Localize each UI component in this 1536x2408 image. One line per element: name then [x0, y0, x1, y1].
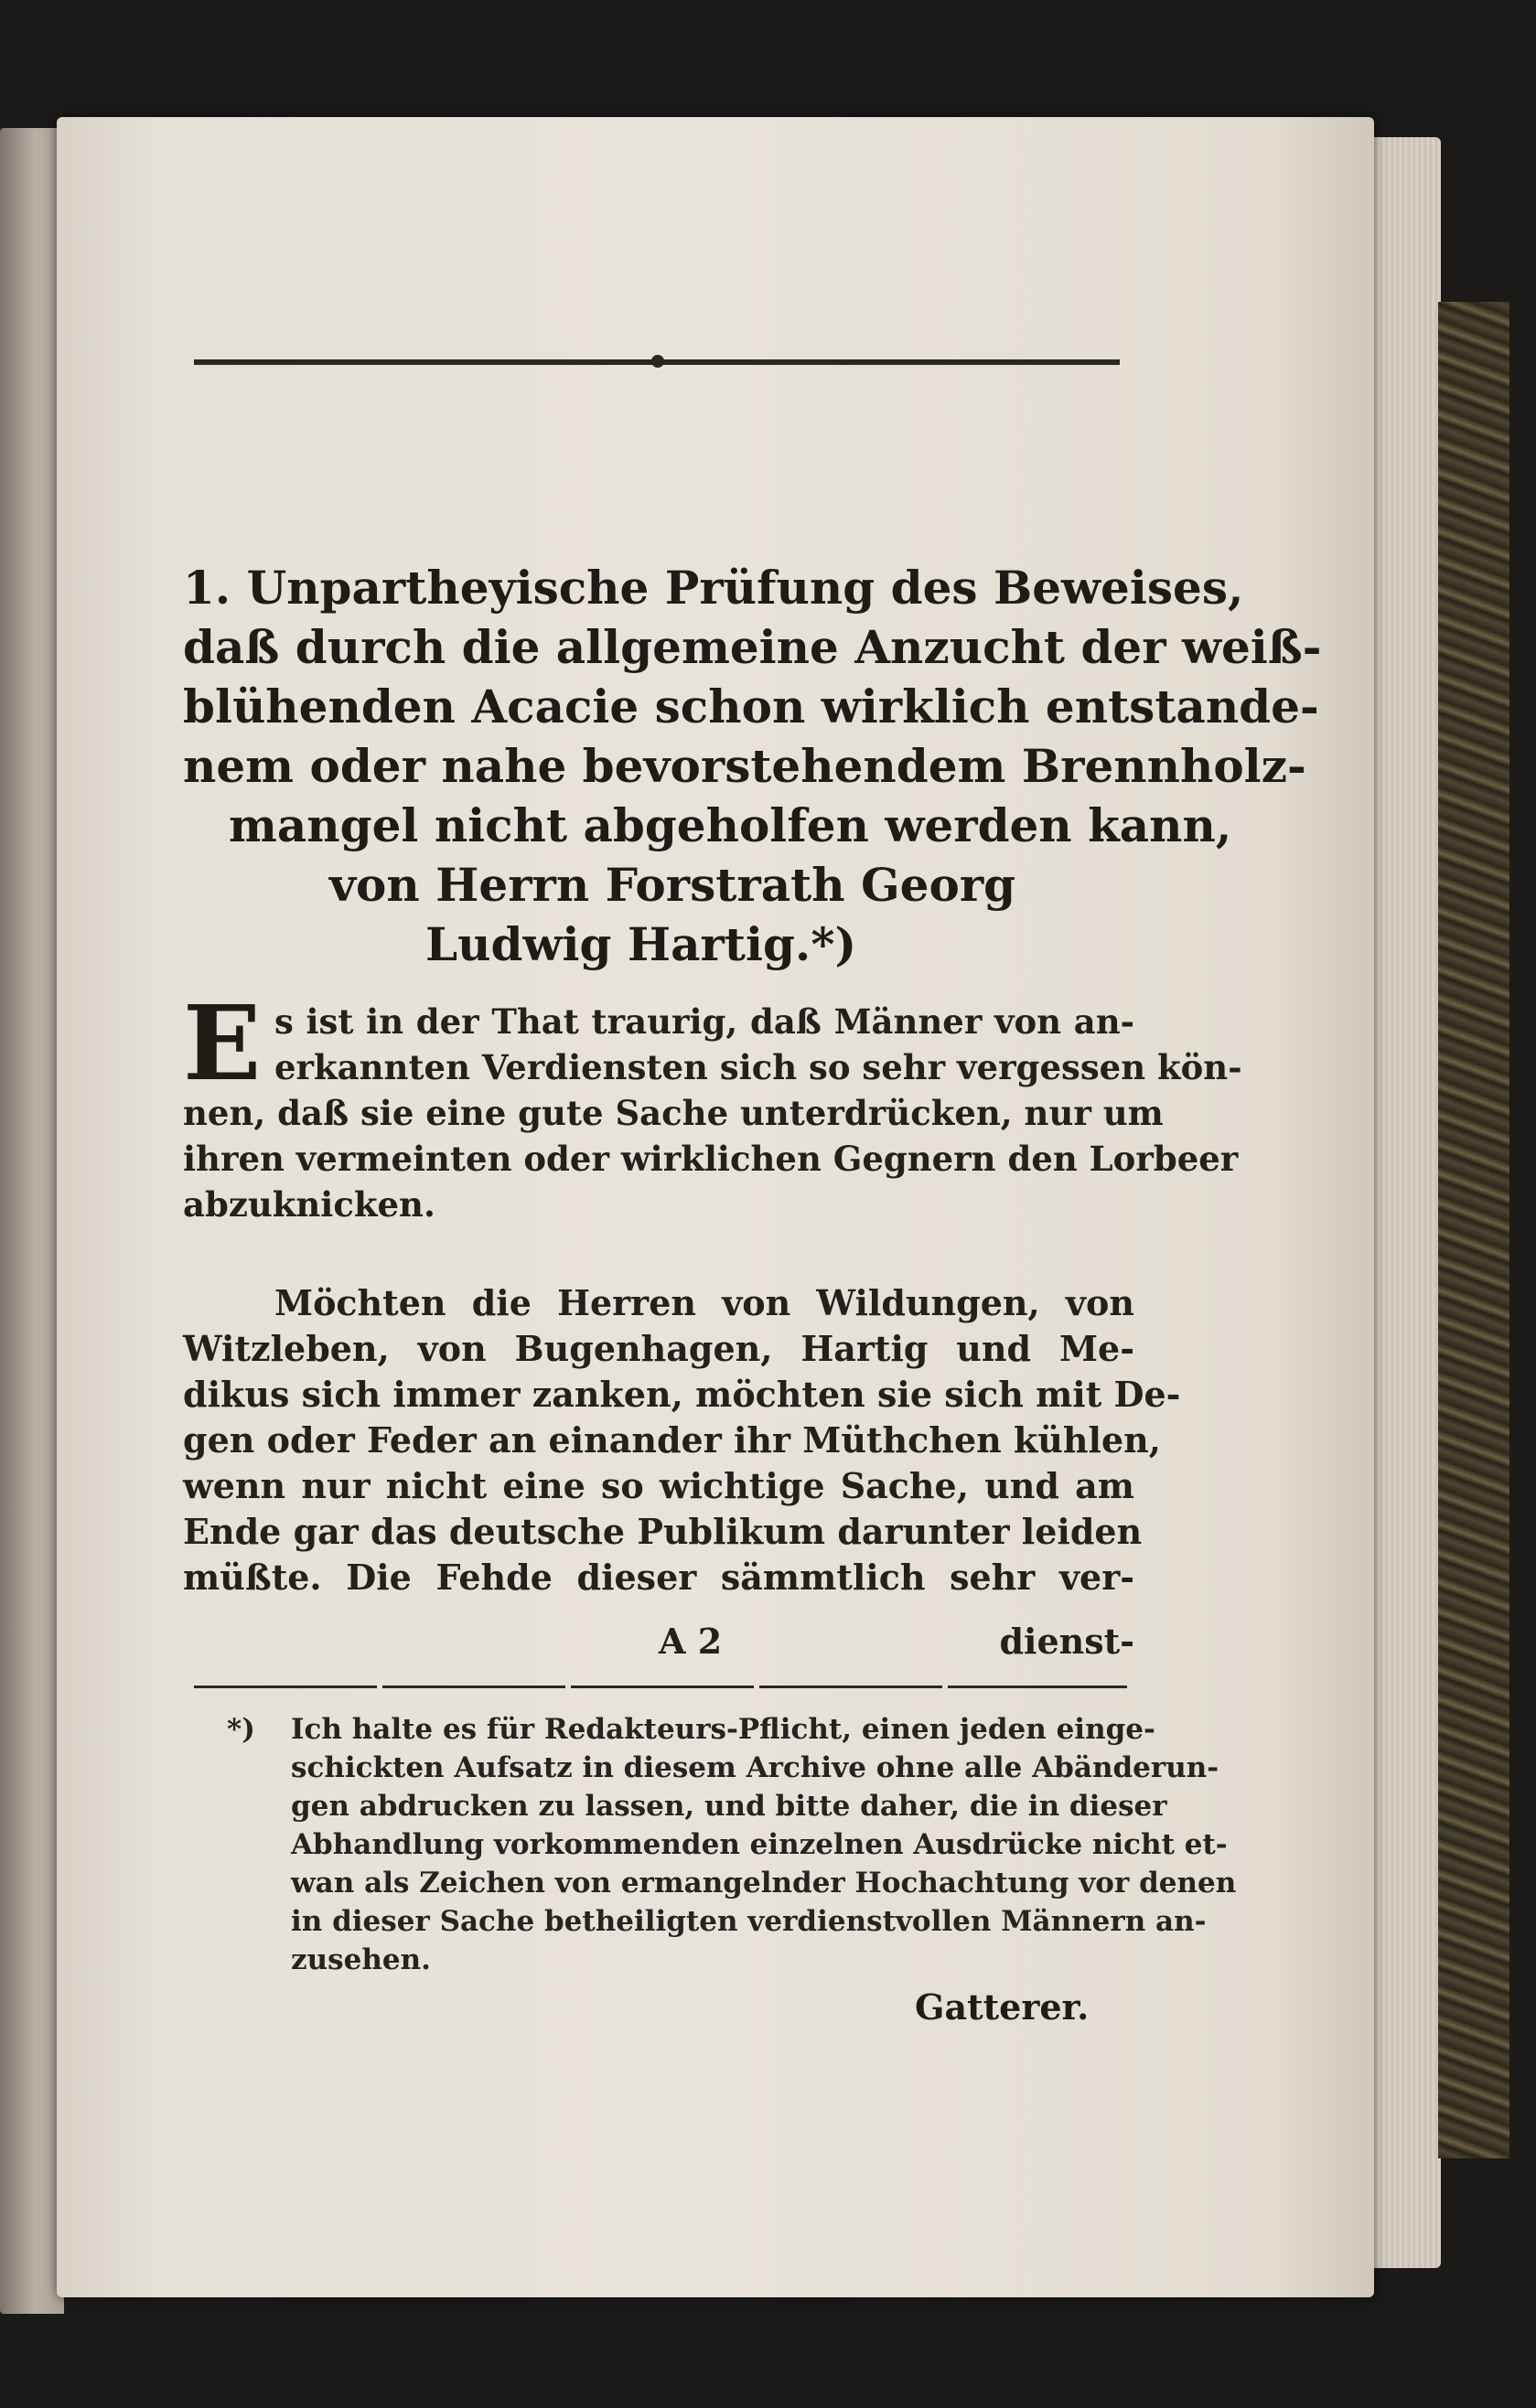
text-line: erkannten Verdiensten sich so sehr vergessen kön- — [274, 1047, 1242, 1087]
text-line: wenn nur nicht eine so wichtige Sache, und am — [183, 1465, 1134, 1506]
title-line: mangel nicht abgeholfen werden kann, — [229, 798, 1232, 852]
footnote-line: wan als Zeichen von ermangelnder Hochachtung vor denen — [291, 1867, 1237, 1900]
text-line: gen oder Feder an einander ihr Müthchen kühlen, — [183, 1419, 1162, 1461]
header-rule-ornament — [651, 355, 664, 368]
header-rule — [194, 359, 1120, 365]
title-line: von Herrn Forstrath Georg — [329, 858, 1016, 912]
text-line: Witzleben, von Bugenhagen, Hartig und Me- — [183, 1328, 1134, 1369]
paragraph-2 — [183, 1280, 1181, 1600]
text-line: nen, daß sie eine gute Sache unterdrücken, nur um — [183, 1093, 1164, 1133]
title-line: nem oder nahe bevorstehendem Brennholz- — [183, 739, 1306, 793]
title-line: daß durch die allgemeine Anzucht der weiß- — [183, 620, 1322, 674]
text-line: abzuknicken. — [183, 1184, 435, 1225]
footnote-rule — [194, 1686, 1127, 1688]
editor-signature: Gatterer. — [915, 1986, 1090, 2028]
page-stack-edge — [1368, 137, 1441, 2268]
footnote-line: Abhandlung vorkommenden einzelnen Ausdrücke nicht et- — [291, 1828, 1228, 1861]
footnote — [183, 1710, 1237, 1979]
title-line: blühenden Acacie schon wirklich entstande- — [183, 680, 1319, 733]
text-line: s ist in der That traurig, daß Männer von an- — [274, 1001, 1134, 1042]
text-line: Ende gar das deutsche Publikum darunter leiden — [183, 1511, 1143, 1552]
footnote-line: schickten Aufsatz in diesem Archive ohne alle Abänderun- — [291, 1751, 1219, 1784]
signature-mark: A 2 — [659, 1621, 723, 1662]
footnote-line: Ich halte es für Redakteurs-Pflicht, einen jeden einge- — [291, 1713, 1155, 1746]
catchword: dienst- — [999, 1621, 1134, 1662]
facing-page-edge — [0, 128, 64, 2314]
text-line: ihren vermeinten oder wirklichen Gegnern den Lorbeer — [183, 1139, 1239, 1179]
footnote-marker: *) — [227, 1713, 255, 1746]
footnote-line: gen abdrucken zu lassen, und bitte daher, die in dieser — [291, 1790, 1167, 1823]
drop-cap: E — [183, 984, 262, 1104]
book-cover — [1438, 302, 1509, 2158]
title-line: Ludwig Hartig.*) — [425, 917, 857, 971]
text-line: müßte. Die Fehde dieser sämmtlich sehr ver- — [183, 1557, 1134, 1598]
paragraph-1 — [183, 984, 1242, 1227]
text-line: dikus sich immer zanken, möchten sie sich mit De- — [183, 1374, 1181, 1415]
footnote-line: zusehen. — [291, 1943, 431, 1976]
text-line: Möchten die Herren von Wildungen, von — [274, 1282, 1134, 1323]
title-line: 1. Unpartheyische Prüfung des Beweises, — [183, 561, 1244, 615]
article-title — [183, 558, 1322, 974]
footnote-line: in dieser Sache betheiligten verdienstvollen Männern an- — [291, 1905, 1207, 1938]
